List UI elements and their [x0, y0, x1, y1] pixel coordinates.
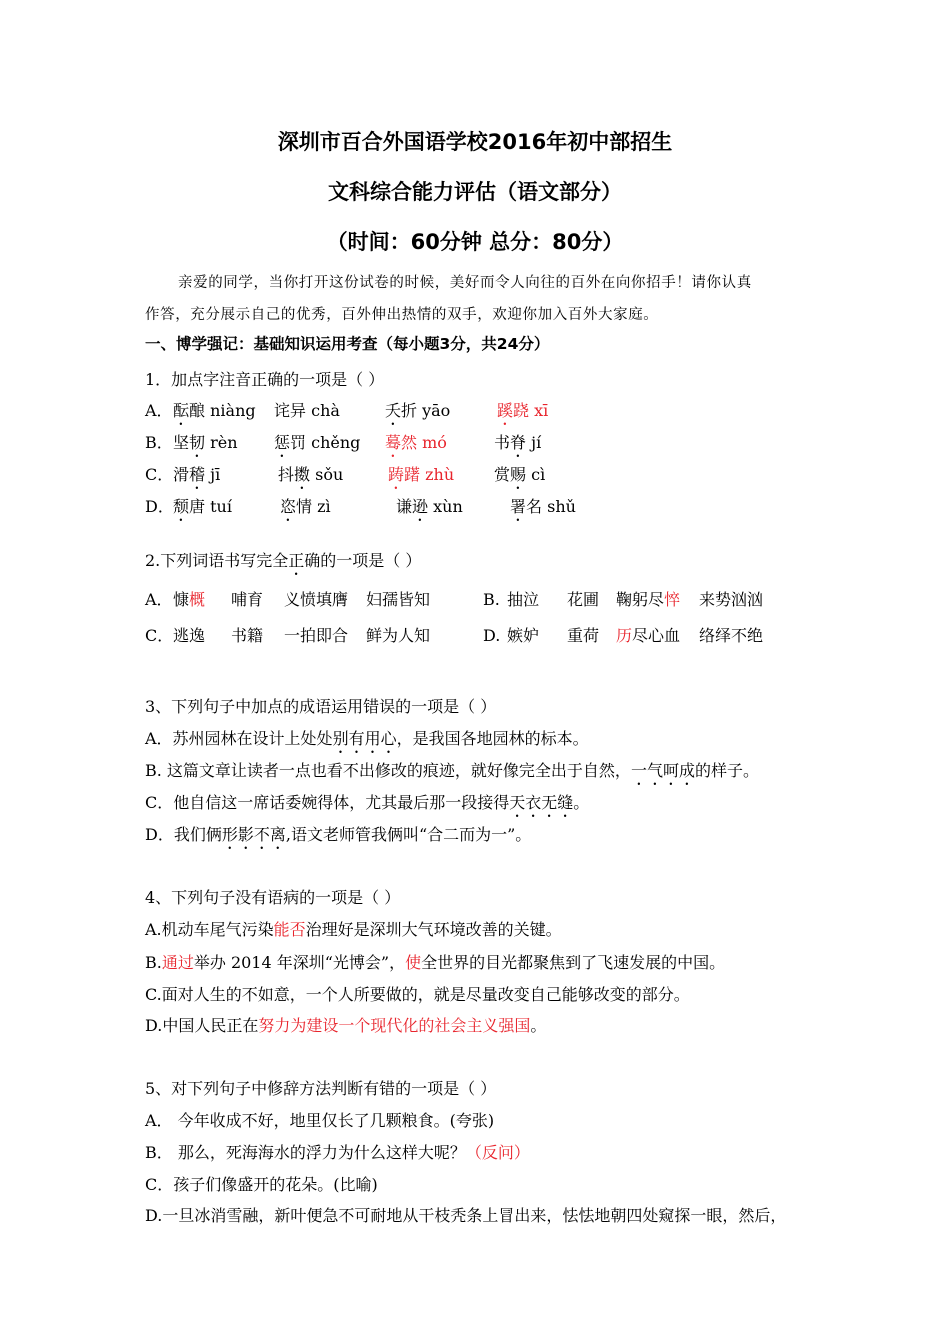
question-1-stem: 1．加点字注音正确的一项是（ ） — [145, 370, 385, 389]
option-text: 。 — [573, 793, 590, 812]
q2-d-word-3 — [616, 626, 680, 646]
section-heading: 一、博学强记：基础知识运用考查（每小题3分，共24分） — [145, 335, 550, 353]
pinyin-item — [385, 401, 450, 429]
exam-time-score: （时间：60分钟 总分：80分） — [326, 230, 624, 254]
marked-text: 能否 — [273, 920, 306, 939]
question-2-option-b-label: B. — [483, 590, 500, 609]
item-text: 名 shǔ — [526, 497, 576, 516]
item-text: xùn — [428, 497, 463, 516]
item-text: 赏 — [494, 465, 511, 484]
intro-line-1: 亲爱的同学，当你打开这份试卷的时候，美好而令人向往的百外在向你招手！请你认真 — [178, 275, 752, 291]
q2-c-word-1: 逃逸 — [173, 626, 206, 645]
question-1-option-label: C． — [145, 465, 174, 484]
question-3-option-d — [145, 825, 531, 853]
pinyin-item — [274, 401, 340, 429]
item-text: 异 chà — [290, 401, 340, 420]
pinyin-item — [396, 497, 463, 525]
option-text: A.机动车尾气污染 — [145, 920, 274, 939]
question-5-option-c: C．孩子们像盛开的花朵。(比喻) — [145, 1175, 378, 1194]
item-text: 罚 chěng — [290, 433, 361, 452]
option-text: 治理好是深圳大气环境改善的关键。 — [305, 920, 562, 939]
marked-text: （反问） — [465, 1143, 530, 1162]
pinyin-item — [173, 465, 220, 493]
dotted-char: 正 — [288, 551, 305, 570]
question-2-option-d-label: D. — [483, 626, 501, 645]
dotted-char: 夭 — [385, 401, 402, 420]
question-4-stem: 4、下列句子没有语病的一项是（ ） — [145, 888, 401, 907]
option-text: 举办 2014 年深圳“光博会”， — [193, 953, 406, 972]
q2-c-word-3: 一拍即合 — [284, 626, 349, 645]
item-text: jī — [205, 465, 221, 484]
dotted-char: 蓦 — [385, 433, 402, 452]
q2-d-word-2: 重荷 — [567, 626, 600, 645]
option-text: B． 那么，死海海水的浮力为什么这样大呢？ — [145, 1143, 466, 1162]
q2-b-word-1: 抽泣 — [507, 590, 540, 609]
q2-a-word-1 — [173, 590, 205, 610]
dotted-char: 稽 — [189, 465, 206, 484]
dotted-char: 脊 — [510, 433, 527, 452]
question-5-option-a: A． 今年收成不好，地里仅长了几颗粮食。(夸张) — [145, 1111, 495, 1130]
option-text: B. — [145, 953, 162, 972]
pinyin-item — [385, 433, 447, 461]
question-5-stem: 5、对下列句子中修辞方法判断有错的一项是（ ） — [145, 1079, 497, 1098]
pinyin-item — [510, 497, 576, 525]
pinyin-item — [388, 465, 454, 493]
dotted-char: 恣 — [280, 497, 297, 516]
question-4-option-b — [145, 953, 725, 973]
pinyin-item — [280, 497, 331, 525]
dotted-char: 逊 — [412, 497, 429, 516]
q2-a-word-3: 义愤填膺 — [284, 590, 349, 609]
marked-char: 悴 — [664, 590, 681, 609]
item-text: 唐 tuí — [189, 497, 232, 516]
q2-c-word-2: 书籍 — [231, 626, 264, 645]
word-part: 慷 — [173, 590, 190, 609]
intro-line-2: 作答，充分展示自己的优秀，百外伸出热情的双手，欢迎你加入百外大家庭。 — [145, 307, 659, 323]
question-2-option-a-label: A． — [145, 590, 173, 609]
item-text: 诧 — [274, 401, 291, 420]
pinyin-item — [173, 497, 232, 525]
item-text: 抖 — [278, 465, 295, 484]
question-1-option-label: A． — [145, 401, 173, 420]
question-2-option-c-label: C． — [145, 626, 174, 645]
question-3-option-c — [145, 793, 589, 821]
dotted-char: 酝 — [173, 401, 190, 420]
page-subtitle: 文科综合能力评估（语文部分） — [328, 180, 622, 204]
stem-text: 2.下列词语书写完全 — [145, 551, 289, 570]
marked-char: 概 — [189, 590, 206, 609]
pinyin-item — [278, 465, 343, 493]
option-text: C．他自信这一席话委婉得体，尤其最后那一段接得 — [145, 793, 510, 812]
item-text: 情 zì — [296, 497, 331, 516]
item-text: 酿 niàng — [189, 401, 256, 420]
q2-d-word-4: 络绎不绝 — [699, 626, 764, 645]
item-text: 躇 zhù — [404, 465, 455, 484]
item-text: sǒu — [310, 465, 344, 484]
question-3-option-b — [145, 761, 759, 789]
dotted-idiom: 一气呵成 — [630, 761, 695, 780]
marked-text: 使 — [405, 953, 422, 972]
question-4-option-a — [145, 920, 562, 940]
q2-a-word-4: 妇孺皆知 — [366, 590, 431, 609]
question-3-option-a — [145, 729, 589, 757]
question-4-option-c: C.面对人生的不如意，一个人所要做的，就是尽量改变自己能够改变的部分。 — [145, 985, 690, 1004]
item-text: 书 — [494, 433, 511, 452]
option-text: B. 这篇文章让读者一点也看不出修改的痕迹，就好像完全出于自然， — [145, 761, 631, 780]
option-text: ,语文老师管我俩叫“合二而为一”。 — [285, 825, 532, 844]
pinyin-item — [494, 465, 545, 493]
item-text: 坚 — [173, 433, 190, 452]
item-text: 跷 xī — [513, 401, 549, 420]
dotted-char: 踌 — [388, 465, 405, 484]
q2-d-word-1: 嫉妒 — [507, 626, 540, 645]
option-text: A．苏州园林在设计上处处 — [145, 729, 333, 748]
dotted-char: 赐 — [510, 465, 527, 484]
dotted-char: 惩 — [274, 433, 291, 452]
dotted-idiom: 天衣无缝 — [509, 793, 574, 812]
dotted-idiom: 形影不离 — [221, 825, 286, 844]
question-1-option-label: B． — [145, 433, 173, 452]
item-text: 然 mó — [401, 433, 447, 452]
question-1-option-label: D． — [145, 497, 174, 516]
q2-b-word-4: 来势汹汹 — [699, 590, 764, 609]
option-text: 。 — [530, 1016, 547, 1035]
page-title: 深圳市百合外国语学校2016年初中部招生 — [277, 130, 673, 154]
question-3-stem: 3、下列句子中加点的成语运用错误的一项是（ ） — [145, 697, 497, 716]
pinyin-item — [173, 401, 256, 429]
dotted-char: 韧 — [189, 433, 206, 452]
dotted-char: 颓 — [173, 497, 190, 516]
option-text: D.中国人民正在 — [145, 1016, 259, 1035]
marked-text: 通过 — [161, 953, 194, 972]
stem-text: 确的一项是（ ） — [304, 551, 422, 570]
pinyin-item — [173, 433, 238, 461]
item-text: jí — [526, 433, 542, 452]
q2-b-word-3 — [616, 590, 680, 610]
item-text: rèn — [205, 433, 238, 452]
word-part: 尽心血 — [632, 626, 681, 645]
question-2-stem — [145, 551, 421, 579]
q2-b-word-2: 花圃 — [567, 590, 600, 609]
pinyin-item — [274, 433, 360, 461]
option-text: 的样子。 — [694, 761, 759, 780]
option-text: D．我们俩 — [145, 825, 222, 844]
word-part: 鞠躬尽 — [616, 590, 665, 609]
dotted-char: 署 — [510, 497, 527, 516]
dotted-char: 擞 — [294, 465, 311, 484]
marked-char: 历 — [616, 626, 633, 645]
option-text: 全世界的目光都聚焦到了飞速发展的中国。 — [421, 953, 726, 972]
q2-c-word-4: 鲜为人知 — [366, 626, 431, 645]
pinyin-item — [494, 433, 541, 461]
item-text: 滑 — [173, 465, 190, 484]
pinyin-item — [497, 401, 548, 429]
item-text: 折 yāo — [401, 401, 451, 420]
question-5-option-d: D.一旦冰消雪融，新叶便急不可耐地从干枝秃条上冒出来，怯怯地朝四处窥探一眼，然后， — [145, 1206, 787, 1225]
q2-a-word-2: 哺育 — [231, 590, 264, 609]
marked-text: 努力为建设一个现代化的社会主义强国 — [258, 1016, 531, 1035]
item-text: 谦 — [396, 497, 413, 516]
item-text: cì — [526, 465, 546, 484]
option-text: ，是我国各地园林的标本。 — [396, 729, 589, 748]
dotted-char: 蹊 — [497, 401, 514, 420]
dotted-idiom: 别有用心 — [332, 729, 397, 748]
question-4-option-d — [145, 1016, 546, 1036]
question-5-option-b — [145, 1143, 530, 1163]
